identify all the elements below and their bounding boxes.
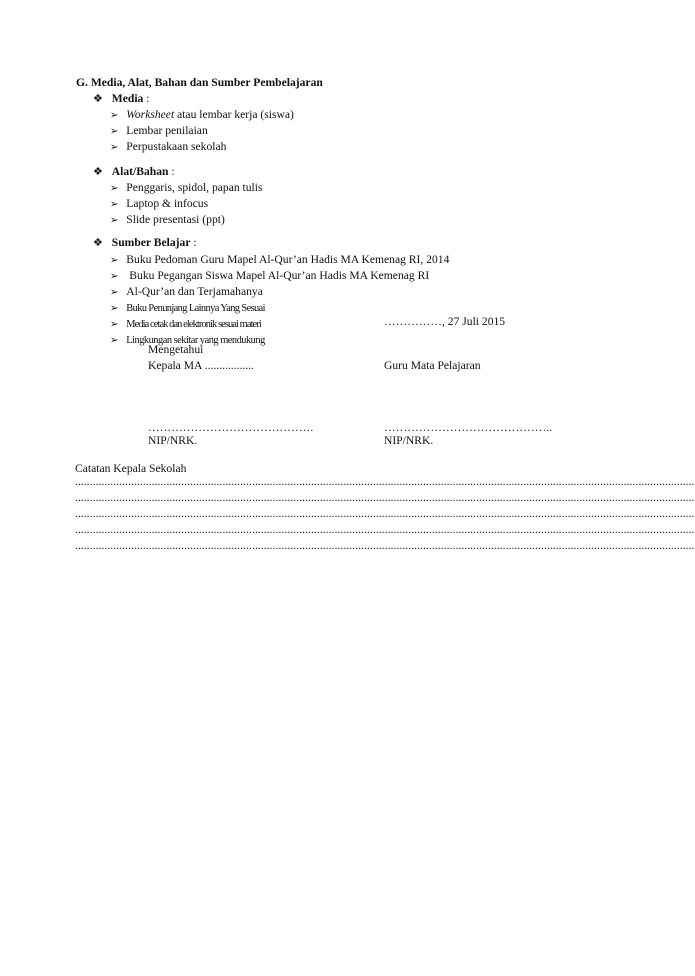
list-item-text: Buku Penunjang Lainnya Yang Sesuai <box>126 303 265 314</box>
list-item-text: Penggaris, spidol, papan tulis <box>126 181 263 194</box>
mengetahui-label: Mengetahui <box>148 343 204 356</box>
list-item-text-part: Lingkungan sekitar yang mendukung <box>126 335 265 346</box>
left-signature-line: ……………………………………. <box>148 421 314 434</box>
list-item <box>110 140 226 153</box>
diamond-bullet-icon: ❖ <box>93 237 103 249</box>
sumber-section-header <box>93 236 197 249</box>
list-item <box>110 213 225 226</box>
guru-mata-pelajaran-label: Guru Mata Pelajaran <box>384 359 481 372</box>
section-heading: G. Media, Alat, Bahan dan Sumber Pembelajaran <box>76 76 323 89</box>
list-item <box>110 269 429 282</box>
arrow-bullet-icon: ➢ <box>110 303 119 314</box>
arrow-bullet-icon: ➢ <box>110 199 119 210</box>
list-item <box>110 197 208 210</box>
list-item-text: Media cetak dan elektronik sesuai materi <box>126 319 261 330</box>
left-nip-label: NIP/NRK. <box>148 434 198 447</box>
arrow-bullet-icon: ➢ <box>110 215 119 226</box>
arrow-bullet-icon: ➢ <box>110 126 119 137</box>
sumber-colon: : <box>190 236 197 249</box>
list-item <box>110 124 208 137</box>
catatan-line: .................................................................................................................................................................................................................. <box>75 476 695 488</box>
diamond-bullet-icon: ❖ <box>93 166 103 178</box>
alat-colon: : <box>168 165 175 178</box>
list-item-text: Lembar penilaian <box>126 124 208 137</box>
arrow-bullet-icon: ➢ <box>110 287 119 298</box>
diamond-bullet-icon: ❖ <box>93 93 103 105</box>
list-item-text: Al-Qur’an dan Terjamahanya <box>126 285 263 298</box>
list-item-text: Buku Pedoman Guru Mapel Al-Qur’an Hadis MA Kemenag RI, 2014 <box>126 253 450 266</box>
list-item <box>110 108 294 121</box>
catatan-title: Catatan Kepala Sekolah <box>75 462 187 475</box>
arrow-bullet-icon: ➢ <box>110 335 119 346</box>
sumber-label: Sumber Belajar <box>111 236 191 249</box>
list-item-italic-text: Worksheet <box>126 108 175 121</box>
arrow-bullet-icon: ➢ <box>110 142 119 153</box>
list-item-text: Buku Pegangan Siswa Mapel Al-Qur’an Hadis MA Kemenag RI <box>129 269 430 282</box>
list-item <box>110 181 263 194</box>
arrow-bullet-icon: ➢ <box>110 183 119 194</box>
list-item <box>110 317 261 330</box>
arrow-bullet-icon: ➢ <box>110 110 119 121</box>
alat-label: Alat/Bahan <box>111 165 169 178</box>
right-nip-label: NIP/NRK. <box>384 434 434 447</box>
catatan-line: .................................................................................................................................................................................................................. <box>75 508 695 520</box>
media-section-header <box>93 92 149 105</box>
catatan-line: .................................................................................................................................................................................................................. <box>75 540 695 552</box>
alat-section-header <box>93 165 175 178</box>
list-item-text: Laptop & infocus <box>126 197 209 210</box>
list-item <box>110 253 449 266</box>
list-item-text: atau lembar kerja (siswa) <box>174 108 294 121</box>
arrow-bullet-icon: ➢ <box>110 319 119 330</box>
media-colon: : <box>143 92 150 105</box>
kepala-ma-label: Kepala MA ................. <box>148 359 254 372</box>
list-item-text: Perpustakaan sekolah <box>126 140 227 153</box>
arrow-bullet-icon: ➢ <box>110 271 119 282</box>
catatan-line: .................................................................................................................................................................................................................. <box>75 524 695 536</box>
catatan-line: .................................................................................................................................................................................................................. <box>75 492 695 504</box>
list-item <box>110 301 265 314</box>
right-signature-line: …………………………………….. <box>384 421 553 434</box>
arrow-bullet-icon: ➢ <box>110 255 119 266</box>
list-item <box>110 285 263 298</box>
list-item-text: Slide presentasi (ppt) <box>126 213 225 226</box>
signature-date: ……………, 27 Juli 2015 <box>384 315 506 328</box>
media-label: Media <box>111 92 144 105</box>
